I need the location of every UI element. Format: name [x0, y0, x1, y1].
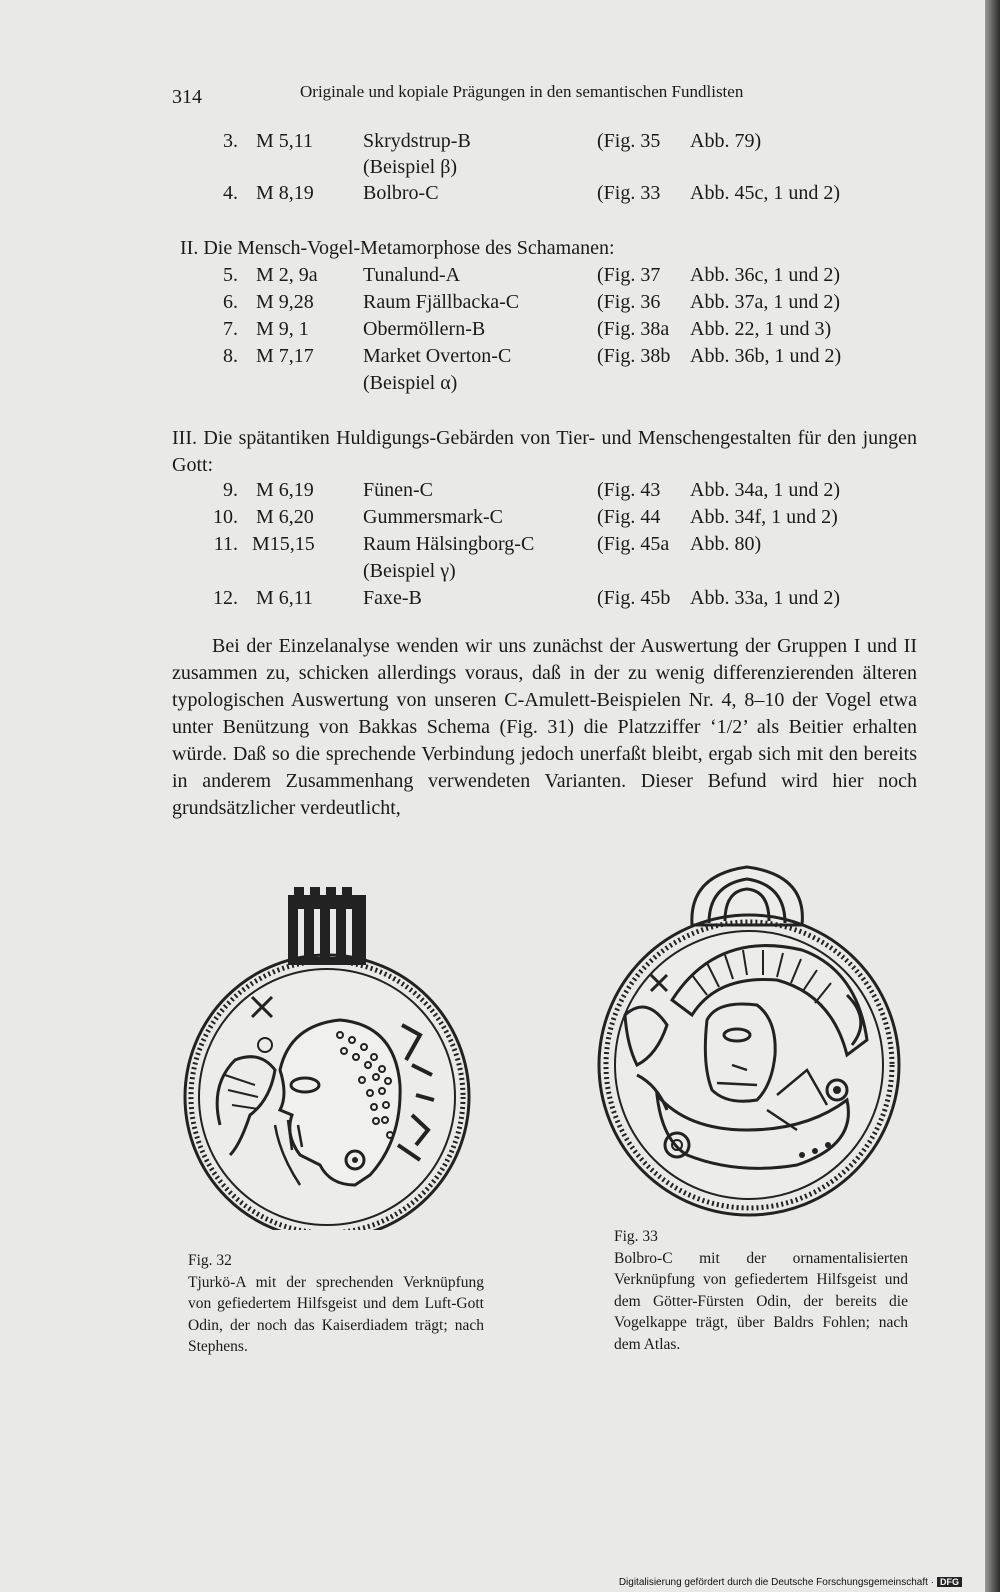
page-number: 314 — [172, 86, 202, 108]
item-number: 11. — [213, 533, 238, 555]
item-abb: Abb. 79) — [690, 130, 762, 152]
page-header — [0, 82, 985, 112]
item-fig: (Fig. 36 — [597, 291, 661, 313]
item-m-number: M 7,17 — [256, 345, 314, 367]
item-abb: Abb. 33a, 1 und 2) — [690, 587, 840, 609]
list-item — [0, 318, 985, 345]
item-name: (Beispiel α) — [363, 372, 458, 394]
item-name: Raum Hälsingborg-C — [363, 533, 535, 555]
item-m-number: M15,15 — [252, 533, 315, 555]
footer-text: Digitalisierung gefördert durch die Deutsche Forschungsgemeinschaft · — [618, 1577, 934, 1588]
item-m-number: M 5,11 — [256, 130, 314, 152]
item-number: 4. — [223, 182, 238, 204]
item-name: (Beispiel β) — [363, 156, 458, 178]
item-abb: Abb. 34f, 1 und 2) — [690, 506, 838, 528]
item-name: Gummersmark-C — [363, 506, 503, 528]
item-abb: Abb. 36c, 1 und 2) — [690, 264, 840, 286]
item-m-number: M 6,20 — [256, 506, 314, 528]
list-item — [0, 345, 985, 372]
list-item — [0, 156, 985, 183]
list-item — [0, 130, 985, 157]
fig33-label: Fig. 33 — [614, 1228, 658, 1245]
fig32-label: Fig. 32 — [188, 1252, 232, 1269]
item-fig: (Fig. 38a — [597, 318, 670, 340]
item-m-number: M 8,19 — [256, 182, 314, 204]
list-item — [0, 533, 985, 560]
item-m-number: M 6,11 — [256, 587, 314, 609]
item-abb: Abb. 45c, 1 und 2) — [690, 182, 840, 204]
item-abb: Abb. 37a, 1 und 2) — [690, 291, 840, 313]
item-name: Faxe-B — [363, 587, 422, 609]
item-name: Tunalund-A — [363, 264, 461, 286]
item-m-number: M 6,19 — [256, 479, 314, 501]
item-number: 5. — [223, 264, 238, 286]
item-number: 6. — [223, 291, 238, 313]
item-fig: (Fig. 35 — [597, 130, 661, 152]
book-spine-shadow — [985, 0, 1000, 1592]
item-name: Obermöllern-B — [363, 318, 486, 340]
item-fig: (Fig. 45a — [597, 533, 670, 555]
section-heading: III. Die spätantiken Huldigungs-Gebärden von Tier- und Menschengestalten für den jungen Gott: — [172, 427, 917, 476]
item-name: (Beispiel γ) — [363, 560, 456, 582]
item-fig: (Fig. 37 — [597, 264, 661, 286]
fig33-bracteate-drawing — [597, 855, 907, 1220]
fig32-bracteate-drawing — [180, 885, 480, 1230]
fig32-caption — [188, 1250, 484, 1358]
body-paragraph — [172, 633, 917, 822]
list-item — [0, 291, 985, 318]
item-fig: (Fig. 45b — [597, 587, 671, 609]
digitization-footer — [619, 1577, 962, 1588]
item-m-number: M 9,28 — [256, 291, 314, 313]
list-item — [0, 560, 985, 587]
fig33-caption-text: Bolbro-C mit der ornamentalisierten Verknüpfung von gefiedertem Hilfsgeist und dem Götter-Fürsten Odin, der bereits die Vogelkappe trägt, über Baldrs Fohlen; nach dem Atlas. — [614, 1249, 908, 1353]
list-item — [0, 479, 985, 506]
item-fig: (Fig. 38b — [597, 345, 671, 367]
list-item — [0, 587, 985, 614]
item-name: Fünen-C — [363, 479, 433, 501]
item-name: Raum Fjällbacka-C — [363, 291, 520, 313]
list-item — [0, 506, 985, 533]
item-m-number: M 2, 9a — [256, 264, 318, 286]
running-title: Originale und kopiale Prägungen in den semantischen Fundlisten — [300, 82, 744, 101]
fig32-caption-text: Tjurkö-A mit der sprechenden Verknüpfung von gefiedertem Hilfsgeist und dem Luft-Gott Odin, der noch das Kaiserdiadem trägt; nach Stephens. — [188, 1273, 484, 1355]
item-name: Skrydstrup-B — [363, 130, 471, 152]
item-abb: Abb. 22, 1 und 3) — [690, 318, 832, 340]
item-abb: Abb. 34a, 1 und 2) — [690, 479, 840, 501]
item-abb: Abb. 36b, 1 und 2) — [690, 345, 842, 367]
section-heading: II. Die Mensch-Vogel-Metamorphose des Schamanen: — [180, 237, 615, 259]
item-name: Market Overton-C — [363, 345, 512, 367]
item-number: 7. — [223, 318, 238, 340]
item-m-number: M 9, 1 — [256, 318, 309, 340]
list-item — [0, 372, 985, 399]
item-number: 10. — [213, 506, 238, 528]
item-fig: (Fig. 44 — [597, 506, 661, 528]
item-number: 9. — [223, 479, 238, 501]
item-name: Bolbro-C — [363, 182, 439, 204]
list-item — [0, 264, 985, 291]
item-number: 8. — [223, 345, 238, 367]
item-fig: (Fig. 43 — [597, 479, 661, 501]
item-fig: (Fig. 33 — [597, 182, 661, 204]
body-paragraph-text: Bei der Einzelanalyse wenden wir uns zunächst der Auswertung der Gruppen I und II zusammen zu, schicken allerdings voraus, daß in der zu wenig differenzierenden älteren typologischen Auswertung von unseren C-Amulett-Beispielen Nr. 4, 8–10 der Vogel etwa unter Benützung von Bakkas Schema (Fig. 31) die Platzziffer ‘1/2’ als Beitier erhalten würde. Daß so die sprechende Verbindung jedoch unerfaßt bleibt, ergab sich mit den bereits in anderem Zusammenhang verwendeten Varianten. Dieser Befund wird hier noch grundsätzlicher verdeutlicht, — [172, 635, 917, 819]
fig33-caption — [614, 1226, 908, 1355]
item-number: 3. — [223, 130, 238, 152]
item-number: 12. — [213, 587, 238, 609]
item-abb: Abb. 80) — [690, 533, 762, 555]
dfg-logo: DFG — [937, 1577, 962, 1587]
list-item — [0, 182, 985, 209]
